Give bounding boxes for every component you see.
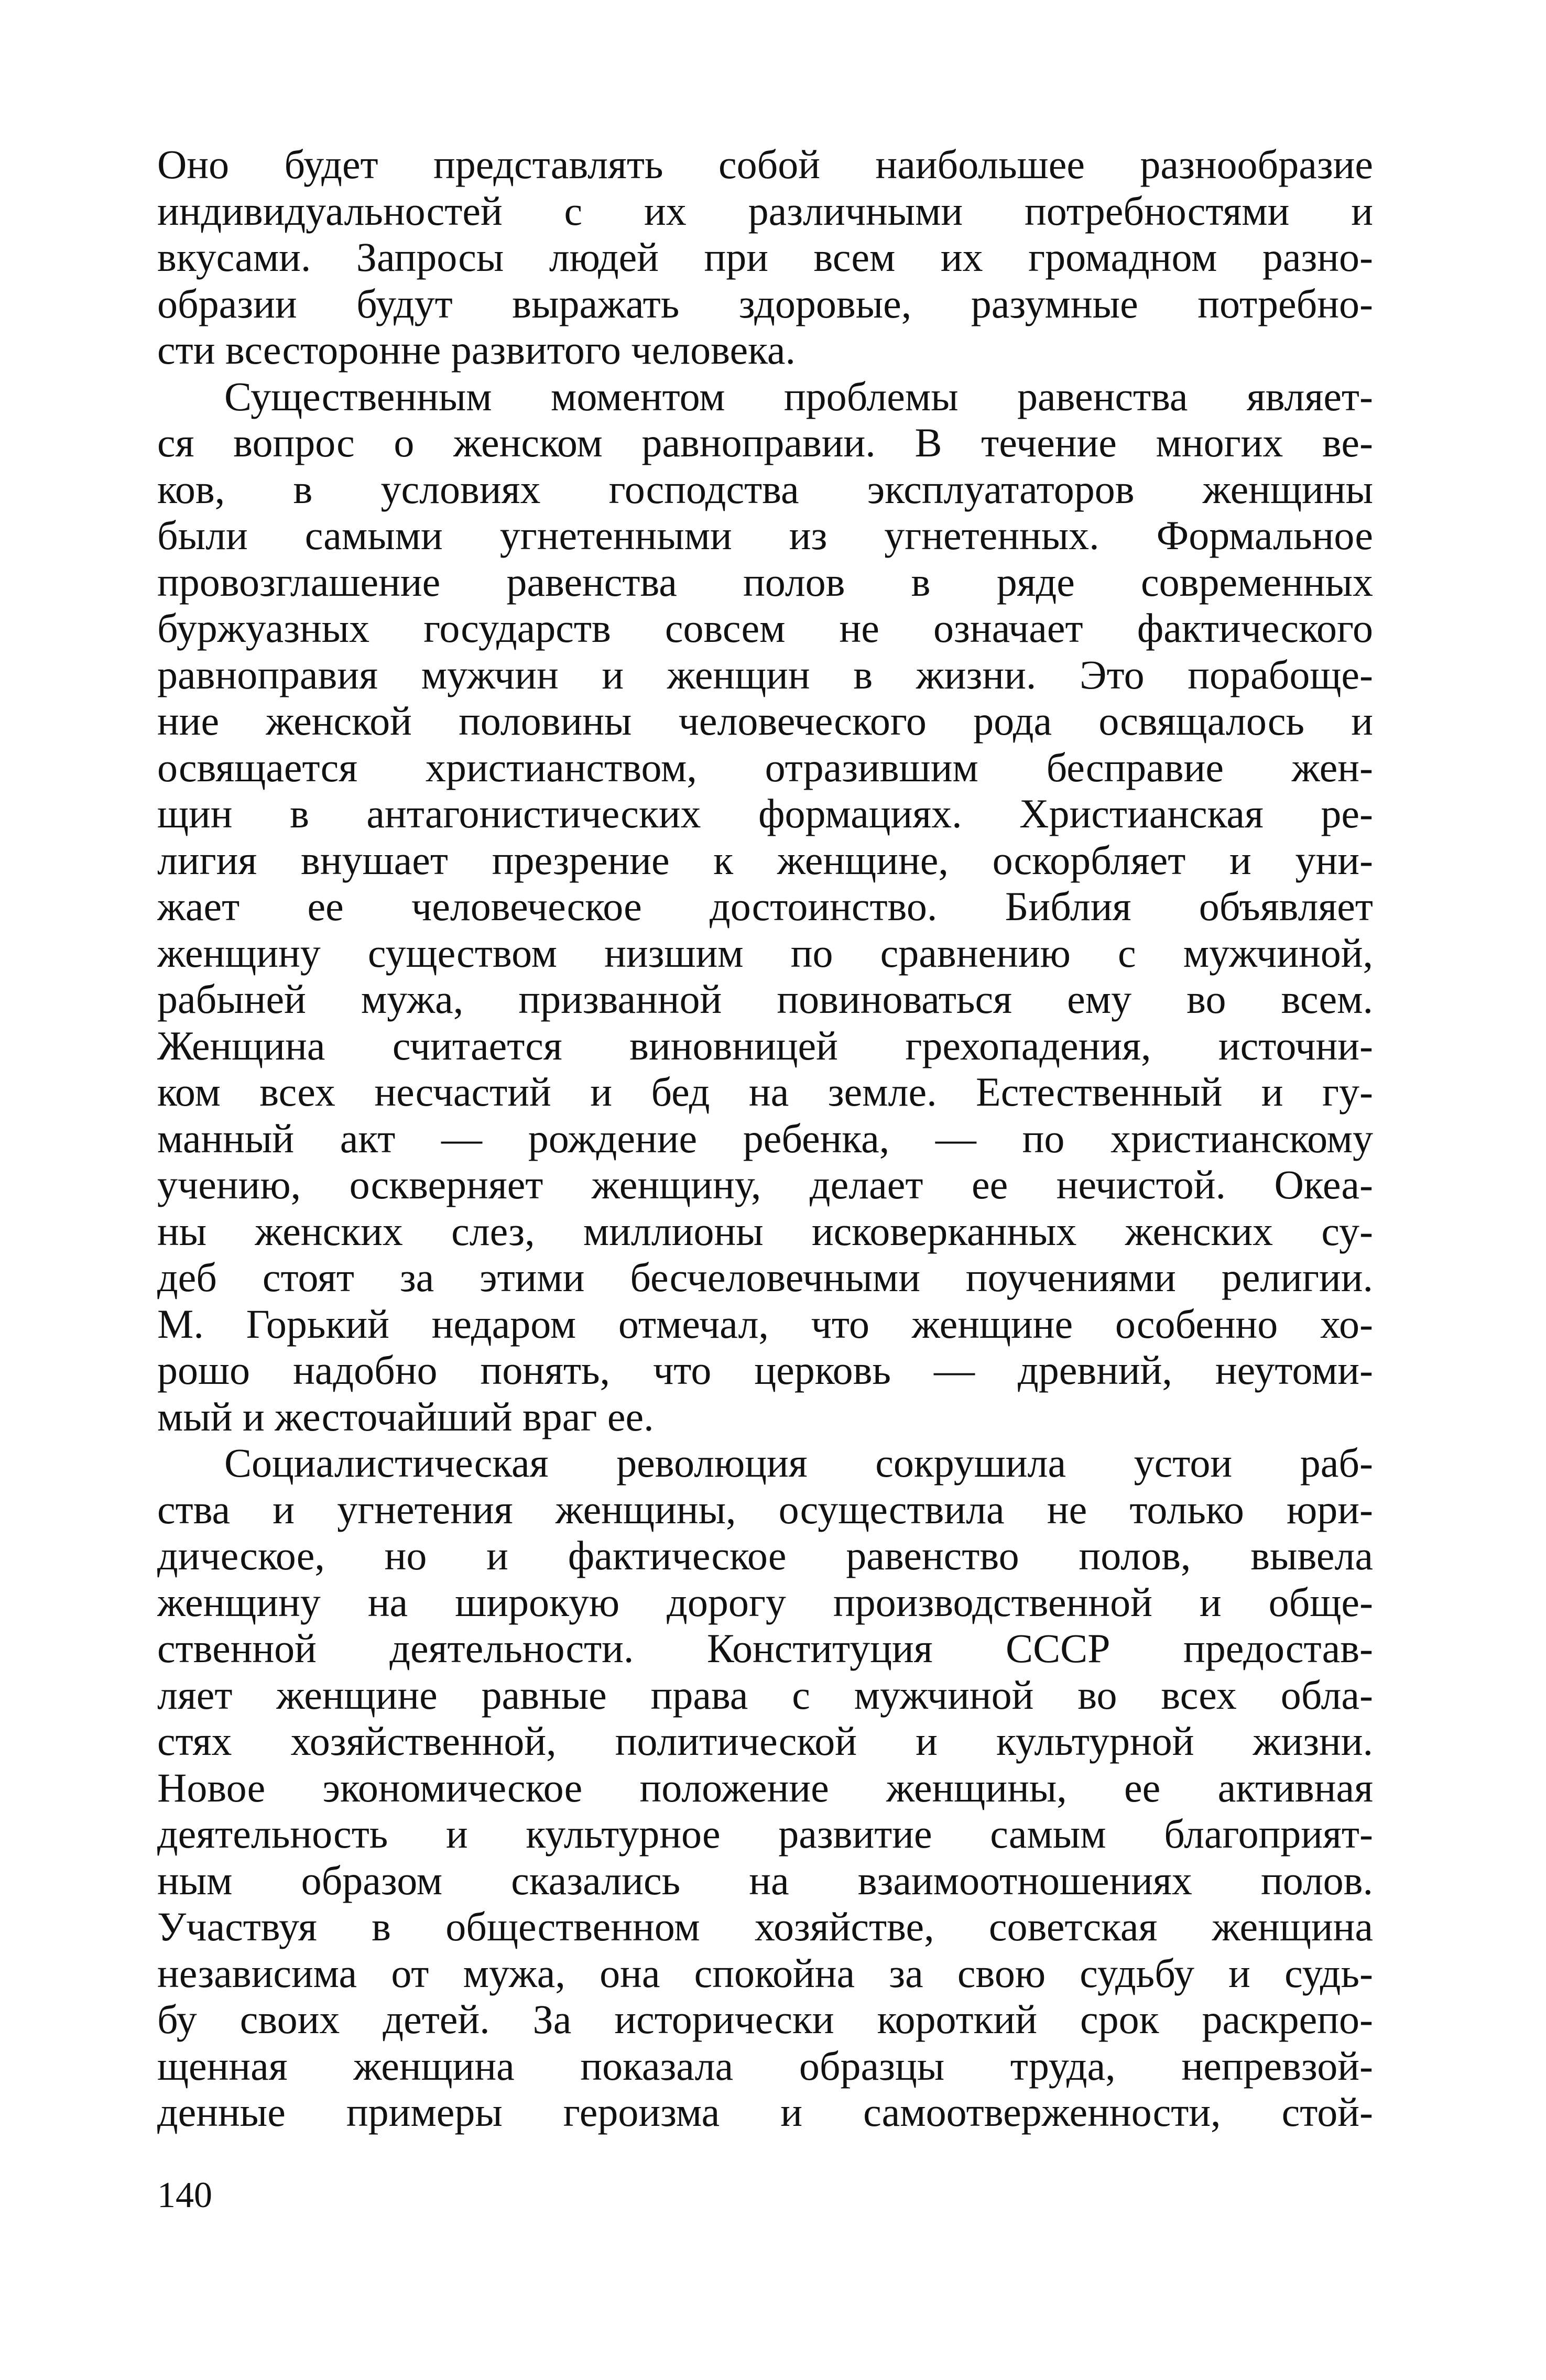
- text-line: мый и жесточайший враг ее.: [157, 1393, 654, 1439]
- body-text: [157, 141, 1373, 2136]
- text-line: образии будут выражать здоровые, разумные потребно-: [157, 280, 1373, 326]
- text-line: Существенным моментом проблемы равенства являет-: [224, 373, 1373, 419]
- text-line: Социалистическая революция сокрушила устои раб-: [224, 1440, 1373, 1486]
- text-line: дическое, но и фактическое равенство полов, вывела: [157, 1533, 1373, 1578]
- text-line: Женщина считается виновницей грехопадения, источни-: [157, 1022, 1373, 1068]
- text-line: равноправия мужчин и женщин в жизни. Это порабоще-: [157, 651, 1373, 697]
- text-line: ляет женщине равные права с мужчиной во всех обла-: [157, 1672, 1373, 1718]
- text-line: деятельность и культурное развитие самым благоприят-: [157, 1811, 1373, 1857]
- text-line: независима от мужа, она спокойна за свою судьбу и судь-: [157, 1950, 1373, 1996]
- text-line: были самыми угнетенными из угнетенных. Формальное: [157, 512, 1373, 558]
- text-line: сти всесторонне развитого человека.: [157, 327, 796, 373]
- text-line: щенная женщина показала образцы труда, непревзой-: [157, 2043, 1373, 2089]
- text-line: рошо надобно понять, что церковь — древний, неутоми-: [157, 1347, 1373, 1393]
- text-line: бу своих детей. За исторически короткий срок раскрепо-: [157, 1996, 1373, 2042]
- text-line: Оно будет представлять собой наибольшее разнообразие: [157, 141, 1373, 187]
- text-line: лигия внушает презрение к женщине, оскорбляет и уни-: [157, 837, 1373, 883]
- text-line: Новое экономическое положение женщины, ее активная: [157, 1764, 1373, 1810]
- text-line: М. Горький недаром отмечал, что женщине особенно хо-: [157, 1301, 1373, 1347]
- text-line: деб стоят за этими бесчеловечными поучениями религии.: [157, 1254, 1373, 1300]
- paragraph-1: [157, 141, 1373, 374]
- text-line: ным образом сказались на взаимоотношениях полов.: [157, 1857, 1373, 1903]
- text-line: щин в антагонистических формациях. Христианская ре-: [157, 791, 1373, 836]
- text-line: ственной деятельности. Конституция СССР предостав-: [157, 1625, 1373, 1671]
- paragraph-3: [157, 1440, 1373, 2136]
- text-line: стях хозяйственной, политической и культурной жизни.: [157, 1718, 1373, 1764]
- text-line: ков, в условиях господства эксплуататоров женщины: [157, 466, 1373, 512]
- text-line: провозглашение равенства полов в ряде современных: [157, 559, 1373, 605]
- text-line: женщину на широкую дорогу производственной и обще-: [157, 1579, 1373, 1625]
- text-line: Участвуя в общественном хозяйстве, советская женщина: [157, 1904, 1373, 1949]
- text-line: рабыней мужа, призванной повиноваться ему во всем.: [157, 976, 1373, 1022]
- page-number: 140: [157, 2175, 212, 2215]
- text-line: ны женских слез, миллионы исковерканных женских су-: [157, 1208, 1373, 1254]
- text-line: женщину существом низшим по сравнению с мужчиной,: [157, 930, 1373, 976]
- text-line: буржуазных государств совсем не означает фактического: [157, 605, 1373, 651]
- text-line: учению, оскверняет женщину, делает ее нечистой. Океа-: [157, 1162, 1373, 1207]
- text-line: освящается христианством, отразившим бесправие жен-: [157, 744, 1373, 790]
- text-line: денные примеры героизма и самоотверженности, стой-: [157, 2089, 1373, 2135]
- text-line: манный акт — рождение ребенка, — по христианскому: [157, 1115, 1373, 1161]
- text-line: ние женской половины человеческого рода освящалось и: [157, 698, 1373, 744]
- text-line: ства и угнетения женщины, осуществила не только юри-: [157, 1486, 1373, 1532]
- text-line: вкусами. Запросы людей при всем их громадном разно-: [157, 234, 1373, 280]
- text-line: жает ее человеческое достоинство. Библия объявляет: [157, 883, 1373, 929]
- paragraph-2: [157, 374, 1373, 1440]
- text-line: ся вопрос о женском равноправии. В течение многих ве-: [157, 420, 1373, 465]
- text-line: индивидуальностей с их различными потребностями и: [157, 188, 1373, 234]
- text-line: ком всех несчастий и бед на земле. Естественный и гу-: [157, 1069, 1373, 1115]
